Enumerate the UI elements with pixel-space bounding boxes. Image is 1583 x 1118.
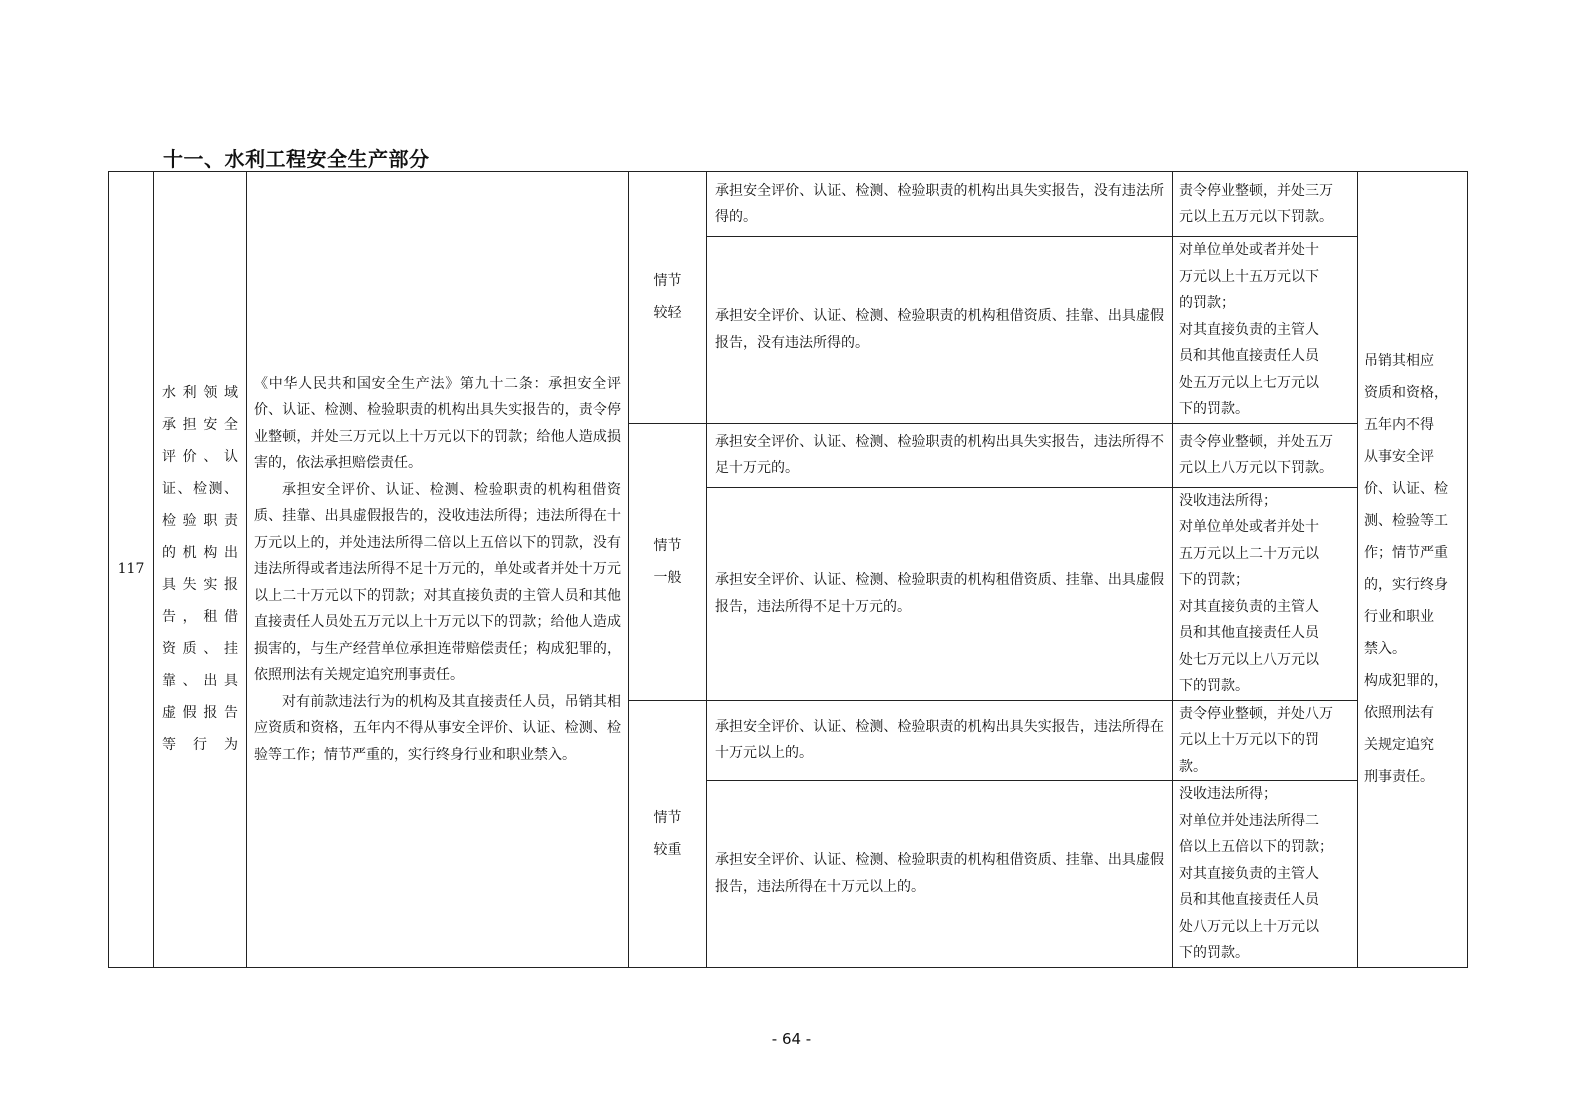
penalty-line: 责令停业整顿，并处八万: [1179, 705, 1333, 722]
penalty-line: 下的罚款；: [1179, 572, 1249, 588]
penalty-line: 下的罚款。: [1179, 401, 1249, 417]
item-line: 靠、出具: [162, 673, 238, 690]
penalty-line: 员和其他直接责任人员: [1179, 348, 1319, 364]
item-line: 等行为: [162, 737, 238, 754]
penalty-line: 员和其他直接责任人员: [1179, 625, 1319, 641]
penalty-line: 对其直接负责的主管人: [1179, 865, 1319, 882]
other-line: 刑事责任。: [1364, 769, 1434, 786]
item-number: 117: [117, 561, 145, 577]
basis-paragraph: 对有前款违法行为的机构及其直接责任人员，吊销其相应资质和资格，五年内不得从事安全评价、认证、检测、检验等工作；情节严重的，实行终身行业和职业禁入。: [254, 693, 621, 763]
other-line: 依照刑法有: [1364, 705, 1434, 722]
level-label: 较重: [653, 841, 682, 858]
level-label: 情节: [653, 273, 682, 290]
condition-cell: 承担安全评价、认证、检测、检验职责的机构出具失实报告，违法所得在十万元以上的。: [707, 700, 1173, 781]
item-line: 告，租借: [162, 609, 238, 626]
other-line: 作；情节严重: [1364, 545, 1448, 562]
penalty-line: 五万元以上二十万元以: [1179, 545, 1319, 562]
item-line: 具失实报: [162, 577, 238, 594]
condition-cell: 承担安全评价、认证、检测、检验职责的机构租借资质、挂靠、出具虚假报告，没有违法所得的。: [707, 237, 1173, 424]
basis-paragraph: 承担安全评价、认证、检测、检验职责的机构租借资质、挂靠、出具虚假报告的，没收违法所得；违法所得在十万元以上的，并处违法所得二倍以上五倍以下的罚款，没有违法所得或者违法所得不足十万元的，单处或者并处十万元以上二十万元以下的罚款；对其直接负责的主管人员和其他直接责任人员处五万元以上十万元以下的罚款；给他人造成损害的，与生产经营单位承担连带赔偿责任；构成犯罪的，依照刑法有关规定追究刑事责任。: [254, 481, 621, 683]
condition-cell: 承担安全评价、认证、检测、检验职责的机构租借资质、挂靠、出具虚假报告，违法所得在十万元以上的。: [707, 781, 1173, 968]
penalty-line: 责令停业整顿，并处三万: [1179, 182, 1333, 199]
penalty-line: 倍以上五倍以下的罚款；: [1179, 839, 1333, 855]
penalty-line: 责令停业整顿，并处五万: [1179, 433, 1333, 450]
severity-level-light: [629, 172, 707, 424]
penalty-line: 没收违法所得；: [1179, 492, 1277, 509]
other-line: 从事安全评: [1364, 449, 1434, 466]
other-line: 行业和职业: [1364, 609, 1434, 626]
item-line: 的机构出: [162, 545, 238, 562]
condition-cell: 承担安全评价、认证、检测、检验职责的机构出具失实报告，没有违法所得的。: [707, 172, 1173, 237]
item-line: 虚假报告: [162, 705, 238, 722]
penalty-line: 没收违法所得；: [1179, 786, 1277, 802]
other-line: 资质和资格，: [1364, 385, 1448, 402]
violation-item-cell: [154, 172, 247, 968]
other-line: 价、认证、检: [1364, 481, 1448, 498]
penalty-line: 元以上五万元以下罚款。: [1179, 209, 1333, 225]
penalty-line: 对其直接负责的主管人: [1179, 598, 1319, 615]
penalty-cell: [1173, 423, 1358, 487]
penalty-cell: [1173, 487, 1358, 700]
penalty-line: 对单位单处或者并处十: [1179, 242, 1319, 258]
penalty-cell: [1173, 781, 1358, 968]
additional-penalty-cell: [1358, 172, 1468, 968]
other-line: 五年内不得: [1364, 417, 1434, 434]
penalty-line: 元以上八万元以下罚款。: [1179, 460, 1333, 476]
penalty-line: 下的罚款。: [1179, 945, 1249, 961]
level-label: 情节: [653, 809, 682, 826]
penalty-table: [108, 171, 1468, 968]
penalty-line: 对单位并处违法所得二: [1179, 812, 1319, 829]
penalty-line: 下的罚款。: [1179, 678, 1249, 694]
penalty-line: 的罚款；: [1179, 295, 1235, 311]
penalty-line: 元以上十万元以下的罚: [1179, 732, 1319, 748]
other-line: 构成犯罪的，: [1364, 673, 1448, 690]
section-title: 十一、水利工程安全生产部分: [163, 147, 430, 171]
penalty-line: 处七万元以上八万元以: [1179, 651, 1319, 668]
level-label: 情节: [653, 537, 682, 554]
condition-cell: 承担安全评价、认证、检测、检验职责的机构出具失实报告，违法所得不足十万元的。: [707, 423, 1173, 487]
legal-basis-cell: [247, 172, 629, 968]
level-label: 较轻: [653, 305, 682, 322]
item-number-cell: [109, 172, 154, 968]
severity-level-serious: [629, 700, 707, 967]
basis-paragraph: 《中华人民共和国安全生产法》第九十二条：承担安全评价、认证、检测、检验职责的机构出具失实报告的，责令停业整顿，并处三万元以上十万元以下的罚款；给他人造成损害的，依法承担赔偿责任。: [254, 375, 621, 471]
penalty-line: 员和其他直接责任人员: [1179, 892, 1319, 908]
penalty-line: 款。: [1179, 758, 1207, 775]
penalty-line: 处八万元以上十万元以: [1179, 918, 1319, 935]
page-number: - 64 -: [771, 1030, 812, 1048]
penalty-line: 对单位单处或者并处十: [1179, 519, 1319, 535]
penalty-line: 处五万元以上七万元以: [1179, 374, 1319, 391]
item-line: 承担安全: [162, 417, 238, 434]
penalty-line: 万元以上十五万元以下: [1179, 268, 1319, 285]
other-line: 关规定追究: [1364, 737, 1434, 754]
penalty-cell: [1173, 172, 1358, 237]
other-line: 测、检验等工: [1364, 513, 1448, 530]
item-line: 证、检测、: [162, 481, 238, 498]
item-line: 检验职责: [162, 513, 238, 530]
condition-cell: 承担安全评价、认证、检测、检验职责的机构租借资质、挂靠、出具虚假报告，违法所得不足十万元的。: [707, 487, 1173, 700]
penalty-cell: [1173, 237, 1358, 424]
other-line: 吊销其相应: [1364, 353, 1434, 370]
level-label: 一般: [653, 569, 682, 586]
penalty-line: 对其直接负责的主管人: [1179, 321, 1319, 338]
penalty-cell: [1173, 700, 1358, 781]
severity-level-general: [629, 423, 707, 700]
other-line: 的，实行终身: [1364, 577, 1448, 594]
item-line: 水利领域: [162, 385, 238, 402]
other-line: 禁入。: [1364, 641, 1406, 658]
item-line: 资质、挂: [162, 641, 238, 658]
item-line: 评价、认: [162, 449, 238, 466]
